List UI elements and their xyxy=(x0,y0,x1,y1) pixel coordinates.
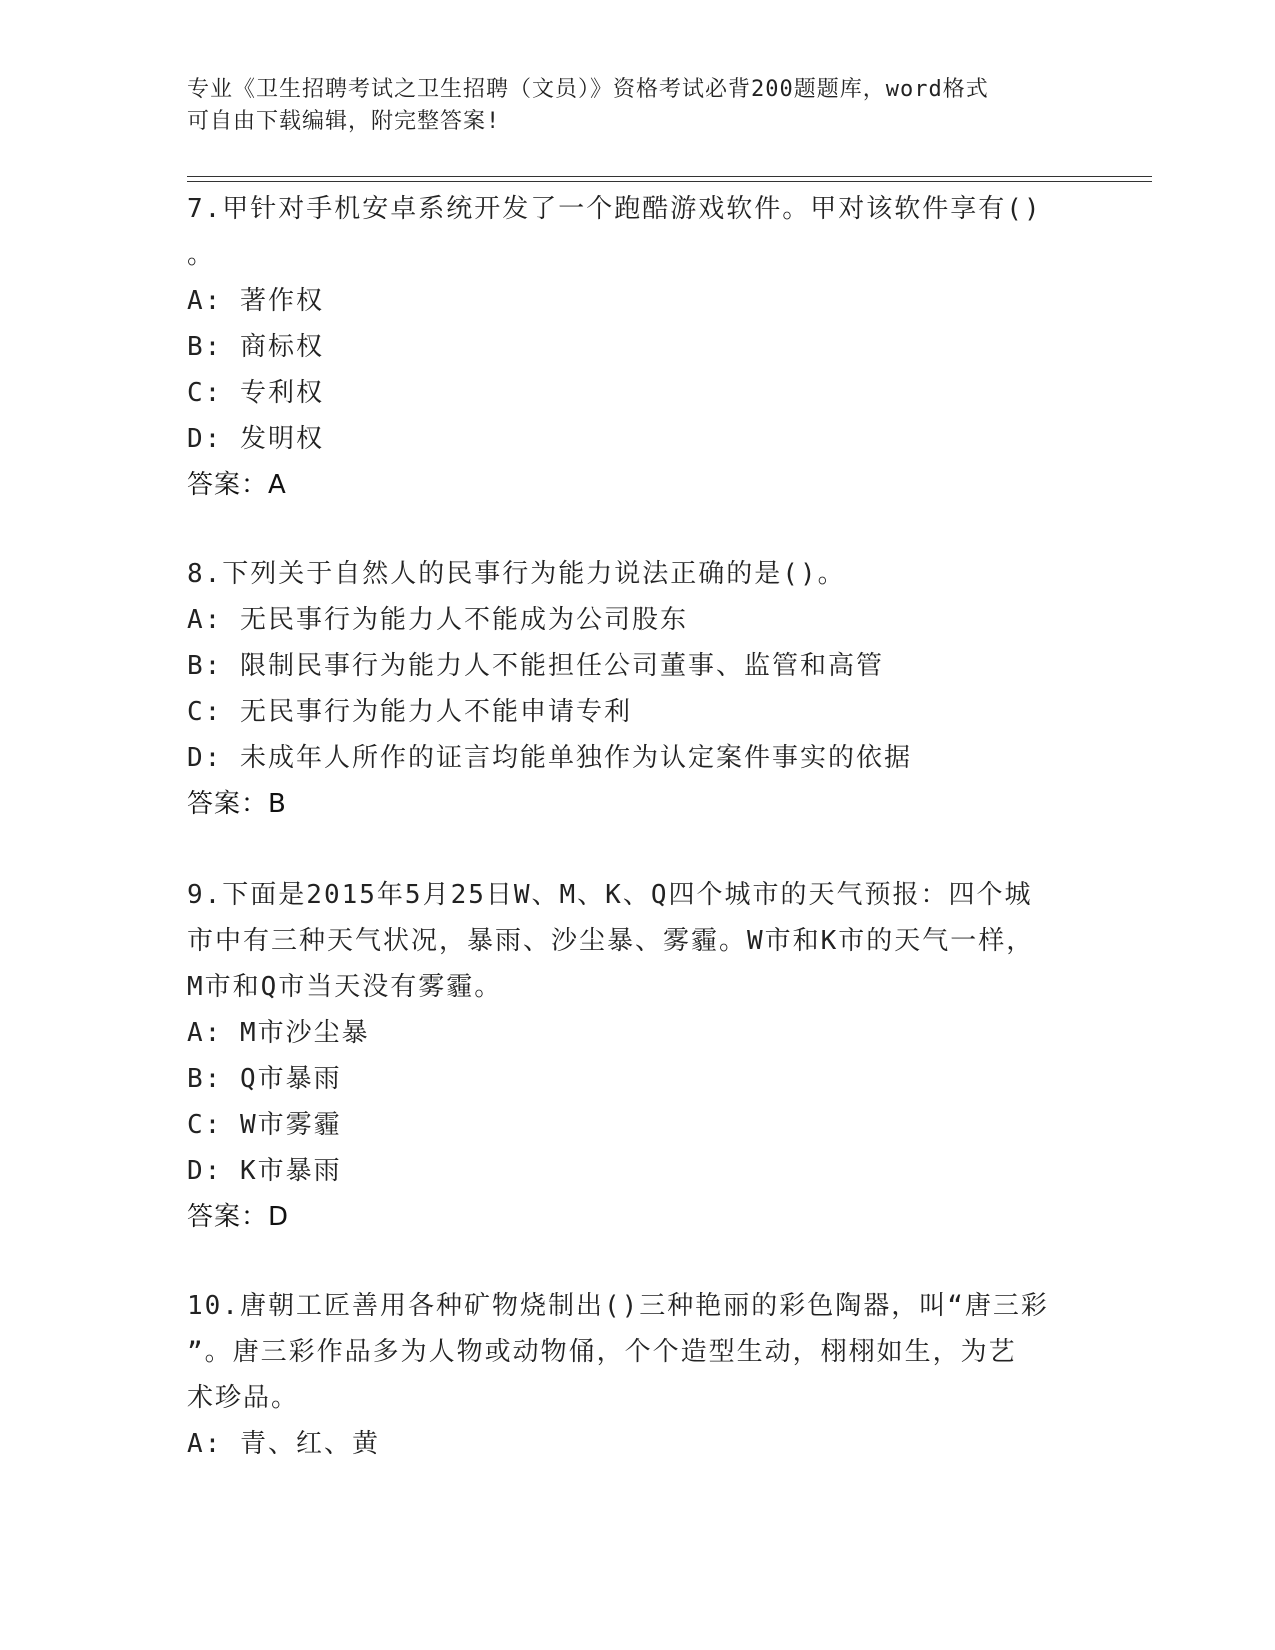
option-b: B: Q市暴雨 xyxy=(187,1064,342,1094)
header-divider-thin xyxy=(187,176,1152,177)
question-10 xyxy=(187,1283,1087,1467)
header-line-1: 专业《卫生招聘考试之卫生招聘（文员）》资格考试必背200题题库，word格式 xyxy=(187,77,989,102)
option-a: A: 著作权 xyxy=(187,286,324,316)
header-line-2: 可自由下载编辑，附完整答案! xyxy=(187,109,501,134)
option-d: D: K市暴雨 xyxy=(187,1156,342,1186)
question-text-line: ”。唐三彩作品多为人物或动物俑，个个造型生动，栩栩如生，为艺 xyxy=(187,1337,1017,1367)
option-c: C: W市雾霾 xyxy=(187,1110,342,1140)
option-a: A: 无民事行为能力人不能成为公司股东 xyxy=(187,605,688,635)
option-a: A: 青、红、黄 xyxy=(187,1429,380,1459)
question-9 xyxy=(187,872,1087,1240)
option-b: B: 限制民事行为能力人不能担任公司董事、监管和高管 xyxy=(187,651,884,681)
question-text-line: 9.下面是2015年5月25日W、M、K、Q四个城市的天气预报：四个城 xyxy=(187,880,1033,910)
option-d: D: 未成年人所作的证言均能单独作为认定案件事实的依据 xyxy=(187,743,912,773)
question-7 xyxy=(187,186,1087,508)
question-text-line: 术珍品。 xyxy=(187,1383,300,1413)
answer-line: 答案：D xyxy=(187,1202,290,1232)
option-c: C: 专利权 xyxy=(187,378,324,408)
document-header xyxy=(187,74,1067,138)
question-text-line: 8.下列关于自然人的民事行为能力说法正确的是()。 xyxy=(187,559,846,589)
option-c: C: 无民事行为能力人不能申请专利 xyxy=(187,697,632,727)
option-b: B: 商标权 xyxy=(187,332,324,362)
question-text-line: 7.甲针对手机安卓系统开发了一个跑酷游戏软件。甲对该软件享有() xyxy=(187,194,1042,224)
question-text-line: M市和Q市当天没有雾霾。 xyxy=(187,972,503,1002)
question-text-line: 10.唐朝工匠善用各种矿物烧制出()三种艳丽的彩色陶器，叫“唐三彩 xyxy=(187,1291,1049,1321)
option-a: A: M市沙尘暴 xyxy=(187,1018,370,1048)
option-d: D: 发明权 xyxy=(187,424,324,454)
answer-line: 答案：A xyxy=(187,470,287,500)
question-text-line: 。 xyxy=(187,240,216,270)
question-text-line: 市中有三种天气状况，暴雨、沙尘暴、雾霾。W市和K市的天气一样， xyxy=(187,926,1035,956)
question-8 xyxy=(187,551,1087,827)
header-divider-thick xyxy=(187,181,1152,182)
answer-line: 答案：B xyxy=(187,789,287,819)
